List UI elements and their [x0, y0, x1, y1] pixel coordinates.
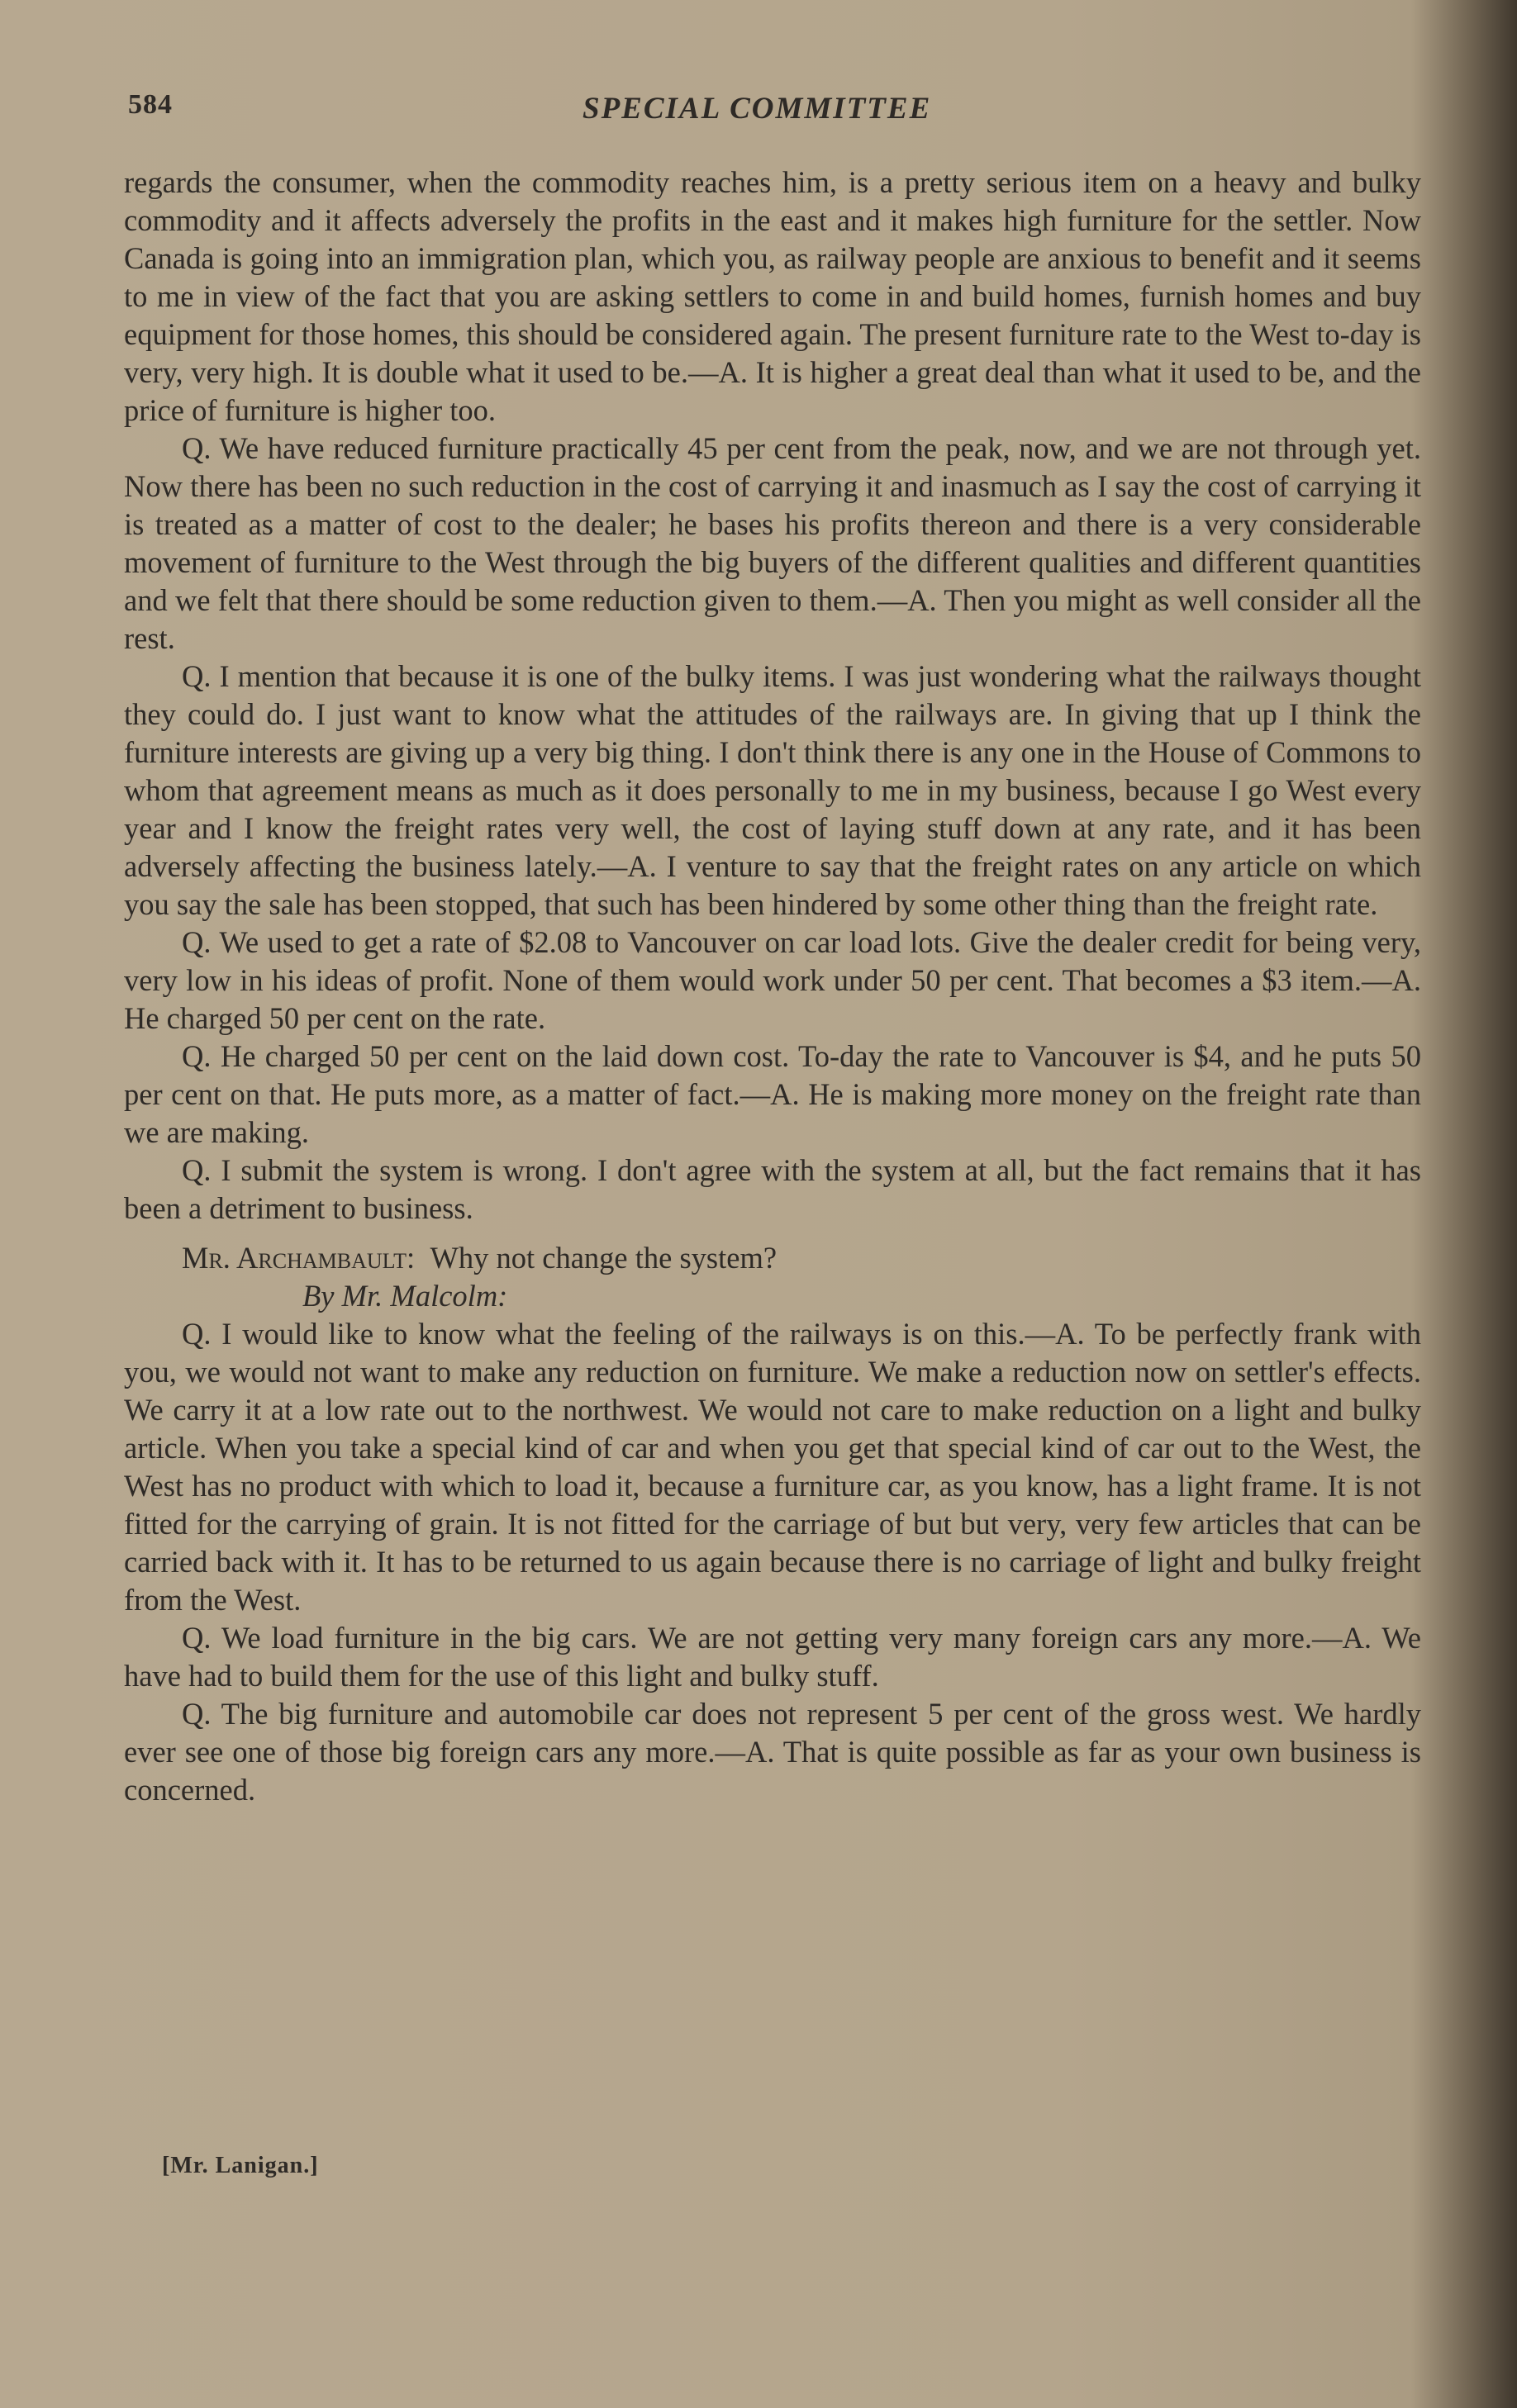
paragraph: Q. We have reduced furniture practically 45 per cent from the peak, now, and we are not through yet. Now there has been no such reduction in the cost of carrying it and inasmuch as I say the cost of carrying it is treated as a matter of cost to the dealer; he bases his profits thereon and there is a very considerable movement of furniture to the West through the big buyers of the different qualities and different quantities and we felt that there should be some reduction given to them.—A. Then you might as well consider all the rest. — [124, 431, 1421, 655]
examiner-subheading: By Mr. Malcolm: — [302, 1279, 508, 1313]
running-title: SPECIAL COMMITTEE — [583, 92, 932, 126]
paragraph: Q. I would like to know what the feeling of the railways is on this.—A. To be perfectly frank with you, we would not want to make any reduction on furniture. We make a reduction now on settler's effects. We carry it at a low rate out to the northwest. We would not care to make reduction on a light and bulky article. When you take a special kind of car and when you get that special kind of car out to the West, the West has no product with which to load it, because a furniture car, as you know, has a light frame. It is not fitted for the carrying of grain. It is not fitted for the carriage of but but very, very few articles that can be carried back with it. It has to be returned to us again because there is no carriage of light and bulky freight from the West. — [124, 1317, 1421, 1617]
page-number: 584 — [128, 89, 173, 120]
paragraph: Q. We load furniture in the big cars. We are not getting very many foreign cars any more.—A. We have had to build them for the use of this light and bulky stuff. — [124, 1621, 1421, 1693]
body-text — [124, 164, 1421, 1809]
speaker-remark — [124, 1239, 1421, 1277]
speaker-name: Mr. Archambault — [182, 1241, 407, 1275]
paragraph: Q. We used to get a rate of $2.08 to Vancouver on car load lots. Give the dealer credit for being very, very low in his ideas of profit. None of them would work under 50 per cent. That becomes a $3 item.—A. He charged 50 per cent on the rate. — [124, 925, 1421, 1035]
paragraph: Q. I submit the system is wrong. I don't agree with the system at all, but the fact remains that it has been a detriment to business. — [124, 1153, 1421, 1225]
speaker-colon: : — [407, 1241, 416, 1275]
paragraph: Q. He charged 50 per cent on the laid down cost. To-day the rate to Vancouver is $4, and he puts 50 per cent on that. He puts more, as a matter of fact.—A. He is making more money on the freight rate than we are making. — [124, 1039, 1421, 1149]
paragraph: Q. The big furniture and automobile car does not represent 5 per cent of the gross west. We hardly ever see one of those big foreign cars any more.—A. That is quite possible as far as your own business is concerned. — [124, 1697, 1421, 1807]
speaker-text: Why not change the system? — [430, 1241, 778, 1275]
footer-speaker-note: [Mr. Lanigan.] — [162, 2153, 319, 2178]
paragraph: Q. I mention that because it is one of the bulky items. I was just wondering what the railways thought they could do. I just want to know what the attitudes of the railways are. In giving that up I think the furniture interests are giving up a very big thing. I don't think there is any one in the House of Commons to whom that agreement means as much as it does personally to me in my business, because I go West every year and I know the freight rates very well, the cost of laying stuff down at any rate, and it has been adversely affecting the business lately.—A. I venture to say that the freight rates on any article on which you say the sale has been stopped, that such has been hindered by some other thing than the freight rate. — [124, 659, 1421, 921]
paragraph-continuation: regards the consumer, when the commodity reaches him, is a pretty serious item on a heavy and bulky commodity and it affects adversely the profits in the east and it makes high furniture for the settler. Now Canada is going into an immigration plan, which you, as railway people are anxious to benefit and it seems to me in view of the fact that you are asking settlers to come in and build homes, furnish homes and buy equipment for those homes, this should be considered again. The present furniture rate to the West to-day is very, very high. It is double what it used to be.—A. It is higher a great deal than what it used to be, and the price of furniture is higher too. — [124, 165, 1421, 427]
page-header — [128, 89, 1417, 139]
